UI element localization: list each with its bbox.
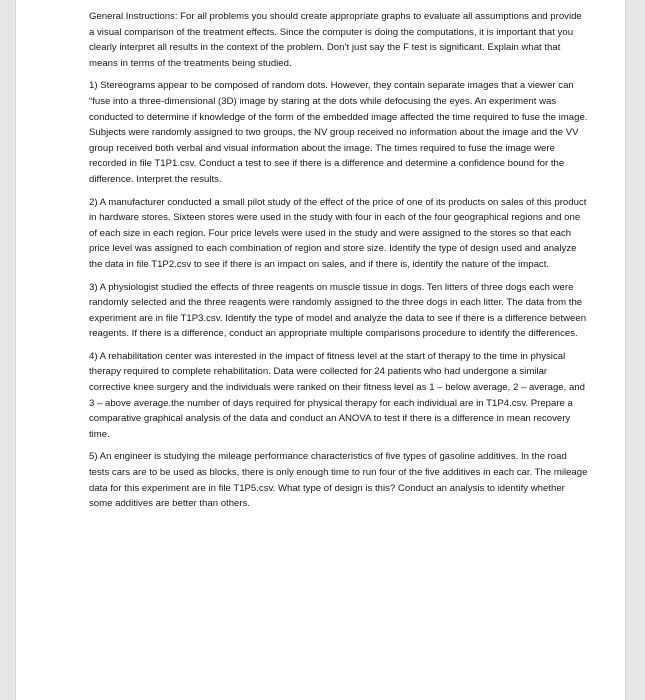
document-page [15, 0, 626, 700]
problem-4: 4) A rehabilitation center was interested in the impact of fitness level at the start of therapy to the time in physical therapy required to complete rehabilitation. Data were collected for 24 patients who had undergone a similar corrective knee surgery and the individuals were ranked on their fitness level as 1 – below average, 2 – average, and 3 – above average.the number of days required for physical therapy for each individual are in T1P4.csv. Prepare a comparative graphical analysis of the data and conduct an ANOVA to test if there is a difference in mean recovery time. [89, 350, 585, 440]
left-gutter [0, 0, 15, 700]
problem-5: 5) An engineer is studying the mileage performance characteristics of five types of gasoline additives. In the road tests cars are to be used as blocks, there is only enough time to run four of the five additives in each car. The mileage data for this experiment are in file T1P5.csv. What type of design is this? Conduct an analysis to identify whether some additives are better than others. [89, 451, 588, 510]
problem-1: 1) Stereograms appear to be composed of random dots. However, they contain separate images that a viewer can “fuse into a three-dimensional (3D) image by staring at the dots while defocusing the eyes. An experiment was conducted to determine if knowledge of the form of the embedded image affected the time required to fuse the image. Subjects were randomly assigned to two groups, the NV group received no information about the image and the VV group received both verbal and visual information about the image. The times required to fuse the image were recorded in file T1P1.csv. Conduct a test to see if there is a difference and determine a confidence bound for the difference. Interpret the results. [89, 80, 588, 185]
general-instructions: General Instructions: For all problems you should create appropriate graphs to evaluate all assumptions and provide a visual comparison of the treatment effects. Since the computer is doing the computations, it is important that you clearly interpret all results in the context of the problem. Don’t just say the F test is significant. Explain what that means in terms of the treatments being studied. [89, 11, 582, 69]
problem-2: 2) A manufacturer conducted a small pilot study of the effect of the price of one of its products on sales of this product in hardware stores. Sixteen stores were used in the study with four in each of the four geographical regions and one of each size in each region. Four price levels were used in the study and were assigned to the stores so that each price level was assigned to each combination of region and store size. Identify the type of design used and analyze the data in file T1P2.csv to see if there is an impact on sales, and if there is, identify the nature of the impact. [89, 196, 587, 270]
document-body [89, 9, 589, 519]
problem-3: 3) A physiologist studied the effects of three reagents on muscle tissue in dogs. Ten litters of three dogs each were randomly selected and the three reagents were randomly assigned to the three dogs in each litter. The data from the experiment are in file T1P3.csv. Identify the type of model and analyze the data to see if there is a difference between reagents. If there is a difference, conduct an appropriate multiple comparisons procedure to identify the differences. [89, 281, 587, 340]
right-gutter [626, 0, 645, 700]
